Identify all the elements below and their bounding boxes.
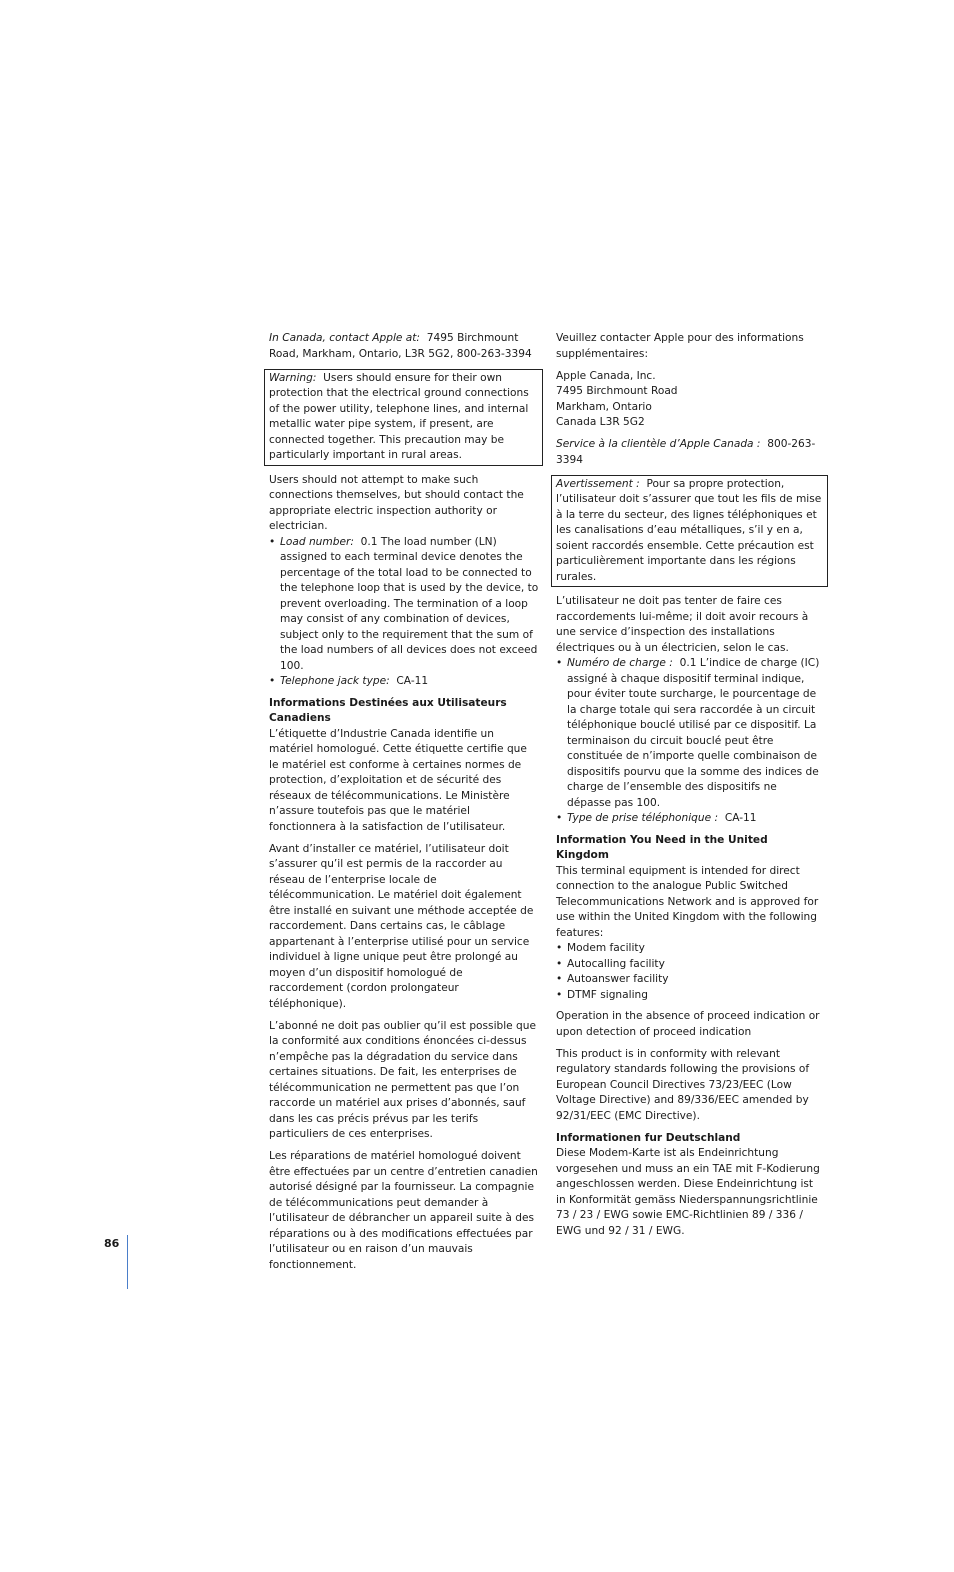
prise-type-text: CA-11 <box>724 812 757 824</box>
contact-intro: Veuillez contacter Apple pour des informations supplémentaires: <box>556 332 804 360</box>
avertissement-box <box>551 475 828 588</box>
canadiens-paragraph-2: Avant d’installer ce matériel, l’utilisateur doit s’assurer qu’il est permis de la raccorder au réseau de l’enterprise locale de télécommunication. Le matériel doit également être installé en suivant une méthode acceptée de raccordement. Dans certains cas, le câblage appartenant à l’enterprise utilisé pour un service individuel à ligne unique peut être prolongé au moyen d’un dispositif homologué de raccordement (cordon prolongateur téléphonique). <box>269 842 534 1010</box>
canada-contact-text: 7495 Birchmount Road, Markham, Ontario, L3R 5G2, 800-263-3394 <box>269 332 532 360</box>
avertissement-text: Pour sa propre protection, l’utilisateur doit s’assurer que tout les fils de mise à la terre du secteur, des lignes téléphoniques et les canalisations d’eau métalliques, s’il y en a, soient raccordés ensemble. Cette précaution est particulièrement importante dans les régions rurales. <box>556 477 822 583</box>
load-number-text: 0.1 The load number (LN) assigned to each terminal device denotes the percentage of the total load to be connected to the telephone loop that is used by the device, to prevent overloading. The termination of a loop may consist of any combination of devices, subject only to the requirement that the sum of the load numbers of all devices does not exceed 100. <box>280 535 539 672</box>
warning-label: Warning: <box>269 371 317 384</box>
canadiens-paragraph-1: L’étiquette d’Industrie Canada identifie un matériel homologué. Cette étiquette certifie que le matériel est conforme à certaines normes de protection, d’exploitation et de sécurité des réseaux de télécommunications. Le Ministère n’assure toutefois pas que le matériel fonctionnera à la satisfaction de l’utilisateur. <box>269 727 527 833</box>
address-line: 7495 Birchmount Road <box>556 385 678 397</box>
right-column <box>556 331 824 1246</box>
canadiens-paragraph-3: L’abonné ne doit pas oublier qu’il est possible que la conformité aux conditions énoncées ci-dessus n’empêche pas la dégradation du service dans certaines situations. De fait, les enterprises de télécommunication ne permettent pas que l’on raccorde un matériel aux prises d’abonnés, sauf dans les cas précis prévus par les terifs particuliers de ces enterprises. <box>269 1019 537 1140</box>
right-bullet-list <box>556 656 824 827</box>
list-item: • Autoanswer facility <box>556 972 824 988</box>
service-label: Service à la clientèle d’Apple Canada : <box>556 438 761 450</box>
numero-charge-text: 0.1 L’indice de charge (IC) assigné à chaque dispositif terminal indique, pour éviter toute surcharge, le pourcentage de la charge totale qui sera raccordée à un circuit téléphonique bouclé utilisé par ce dispositif. La terminaison du circuit bouclé peut être constituée de n’importe quelle combinaison de dispositifs pourvu que la somme des indices de charge de l’ensemble des dispositifs ne dépasse pas 100. <box>567 657 820 809</box>
load-number-label: Load number: <box>280 535 354 548</box>
service-phone: 800-263-3394 <box>556 438 816 466</box>
left-column <box>269 331 539 1280</box>
page-number: 86 <box>104 1237 120 1250</box>
address-line: Markham, Ontario <box>556 400 652 413</box>
prise-type-label: Type de prise téléphonique : <box>567 812 719 824</box>
canadiens-paragraph-4: Les réparations de matériel homologué doivent être effectuées par un centre d’entretien canadien autorisé désigné par la fournisseur. La compagnie de télécommunications peut demander à l’utilisateur de débrancher un appareil suite à des réparations ou à des modifications effectuées par l’utilisateur ou en raison d’un mauvais fonctionnement. <box>269 1150 538 1271</box>
avertissement-label: Avertissement : <box>556 477 640 490</box>
address-line: Apple Canada, Inc. <box>556 369 656 382</box>
list-item: • Autocalling facility <box>556 957 824 973</box>
uk-features-list <box>556 941 824 1003</box>
numero-charge-label: Numéro de charge : <box>567 657 673 669</box>
left-bullet-list <box>269 535 539 690</box>
list-item <box>269 674 539 690</box>
list-item <box>556 811 824 827</box>
address-line: Canada L3R 5G2 <box>556 416 645 428</box>
service-line <box>556 437 824 468</box>
list-item: • Modem facility <box>556 941 824 957</box>
warning-text: Users should ensure for their own protection that the electrical ground connections of the power utility, telephone lines, and internal metallic water pipe system, if present, are connected together. This precaution may be particularly important in rural areas. <box>269 371 529 461</box>
uk-operation: Operation in the absence of proceed indication or upon detection of proceed indication <box>556 1010 820 1038</box>
utilisateur-paragraph: L’utilisateur ne doit pas tenter de faire ces raccordements lui-même; il doit avoir recours à une service d’inspection des installations électriques ou à un électricien, selon le cas. <box>556 595 809 654</box>
list-item: • DTMF signaling <box>556 988 824 1004</box>
jack-type-label: Telephone jack type: <box>280 675 390 687</box>
canada-contact-label: In Canada, contact Apple at: <box>269 332 421 344</box>
address-block <box>556 369 824 431</box>
page-rule <box>127 1235 128 1289</box>
de-heading: Informationen fur Deutschland <box>556 1131 741 1144</box>
canadiens-heading: Informations Destinées aux Utilisateurs Canadiens <box>269 696 507 724</box>
uk-heading: Information You Need in the United Kingdom <box>556 833 768 861</box>
jack-type-text: CA-11 <box>396 675 429 687</box>
warning-box <box>264 369 543 466</box>
list-item <box>556 656 824 811</box>
uk-paragraph: This terminal equipment is intended for direct connection to the analogue Public Switched Telecommunications Network and is approved for use within the United Kingdom with the following features: <box>556 864 819 939</box>
canada-contact <box>269 331 539 362</box>
de-paragraph: Diese Modem-Karte ist als Endeinrichtung vorgesehen und muss an ein TAE mit F-Kodierung angeschlossen werden. Diese Endeinrichtung ist in Konformität gemäss Niederspannungsrichtlinie 73 / 23 / EWG sowie EMC-Richtlinien 89 / 336 / EWG und 92 / 31 / EWG. <box>556 1147 820 1237</box>
list-item <box>269 535 539 675</box>
uk-conformity: This product is in conformity with relevant regulatory standards following the provisions of European Council Directives 73/23/EEC (Low Voltage Directive) and 89/336/EEC amended by 92/31/EEC (EMC Directive). <box>556 1047 810 1122</box>
users-paragraph: Users should not attempt to make such connections themselves, but should contact the appropriate electric inspection authority or electrician. <box>269 473 524 532</box>
